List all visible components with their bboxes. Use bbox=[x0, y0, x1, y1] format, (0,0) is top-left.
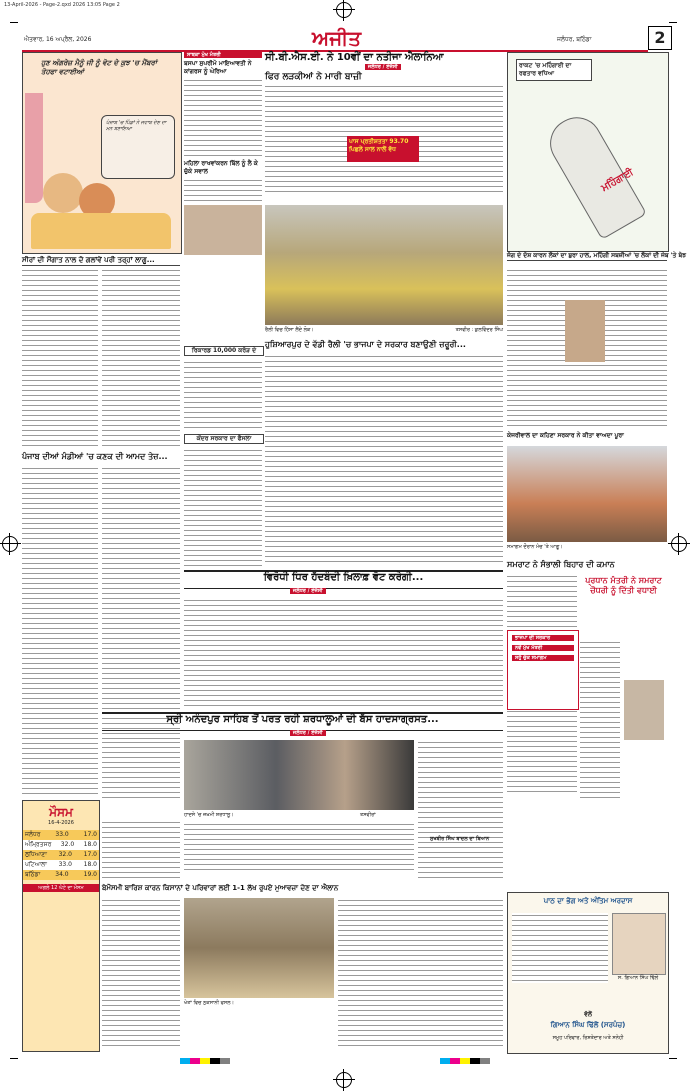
lead-subheadline: ਫਿਰ ਲੜਕੀਆਂ ਨੇ ਮਾਰੀ ਬਾਜ਼ੀ bbox=[265, 72, 362, 82]
hsp-headline: ਹੁਸ਼ਿਆਰਪੁਰ ਦੇ ਵੱਡੀ ਰੈਲੀ 'ਚ ਭਾਜਪਾ ਦੇ ਸਰਕਾਰ ਬਣਾਉਣੀ ਜ਼ਰੂਰੀ... bbox=[265, 340, 466, 349]
right-headline: ਸਮਰਾਟ ਨੇ ਸੰਭਾਲੀ ਬਿਹਾਰ ਦੀ ਕਮਾਨ bbox=[507, 560, 615, 569]
banner-accident bbox=[102, 712, 503, 731]
cartoon-right-caption: ਜੰਗ ਦੇ ਦੋਸ਼ ਕਾਰਨ ਲੋਕਾਂ ਦਾ ਬੁਰਾ ਹਾਲ, ਮਹਿੰਗੀ ਸਬਜ਼ੀਆਂ 'ਚ ਲੋਕਾਂ ਦੀ ਜੇਬ 'ਤੇ ਬੋਝ bbox=[507, 252, 687, 259]
header-date: ਐਤਵਾਰ, 16 ਅਪ੍ਰੈਲ, 2026 bbox=[24, 36, 92, 43]
weather-city: ਅੰਮ੍ਰਿਤਸਰ bbox=[25, 841, 52, 848]
col2-box-2: ਕੇਂਦਰ ਸਰਕਾਰ ਦਾ ਫੈਸਲਾ bbox=[184, 434, 264, 444]
masthead: ਅਜੀਤ bbox=[312, 26, 362, 50]
pm-box-3: ਸਹੁੰ ਚੁੱਕ ਸਮਾਗਮ bbox=[512, 655, 574, 661]
cartoon-tv bbox=[101, 115, 175, 179]
cartoon-speech: ਹੁਣ ਅੰਗਰੇਜ਼ ਮੈਨੂੰ ਜੀ ਨੂੰ ਵੋਟ ਦੇ ਕੁਝ 'ਚ ਮੈਂਬਰਾਂ ਤੋਹਫਾ ਵਟਾਈਆਂ bbox=[41, 59, 157, 76]
col1-body-2 bbox=[22, 466, 98, 796]
header-edition: ਜਲੰਧਰ, ਬਠਿੰਡਾ bbox=[557, 36, 592, 43]
obituary-signature: ਗਿਆਨ ਸਿੰਘ ਢਿੱਲੋਂ (ਸਰਪੰਚ) bbox=[550, 1021, 626, 1029]
weather-row bbox=[23, 840, 99, 850]
weather-min: 18.0 bbox=[83, 861, 97, 868]
col2-body-3 bbox=[184, 448, 262, 568]
leaders-photo bbox=[184, 205, 262, 255]
photo-caption: ਰੈਲੀ ਵਿਚ ਹਿੱਸਾ ਲੈਂਦੇ ਲੋਕ। bbox=[265, 327, 314, 333]
weather-min: 17.0 bbox=[83, 851, 97, 858]
color-bar bbox=[440, 1058, 490, 1066]
pm-box-2: ਨਵੇਂ ਮੁੱਖ ਮੰਤਰੀ bbox=[512, 645, 574, 651]
accident-photo bbox=[184, 740, 414, 810]
banner-accident-headline: ਸ੍ਰੀ ਅਨੰਦਪੁਰ ਸਾਹਿਬ ਤੋਂ ਪਰਤ ਰਹੀ ਸ਼ਰਧਾਲੂਆਂ ਦੀ ਬੱਸ ਹਾਦਸਾਗ੍ਰਸਤ... bbox=[166, 714, 439, 725]
col1b-body bbox=[102, 268, 180, 448]
crop-mark bbox=[10, 22, 18, 23]
farm-photo bbox=[184, 898, 334, 998]
pm-photo bbox=[624, 680, 664, 740]
weather-max: 32.0 bbox=[58, 851, 72, 858]
weather-city: ਜਲੰਧਰ bbox=[25, 831, 41, 838]
obituary-from: ਵੱਲੋਂ bbox=[584, 1011, 592, 1018]
banner1-body bbox=[184, 598, 503, 708]
obituary-box bbox=[507, 892, 669, 1054]
banner-headline: ਵਿਰੋਧੀ ਧਿਰ ਹੱਦਬੰਦੀ ਖ਼ਿਲਾਫ਼ ਵੋਟ ਕਰੇਗੀ... bbox=[263, 572, 424, 583]
bottom-headline: ਬੇਮੌਸਮੀ ਬਾਰਿਸ਼ ਕਾਰਨ ਕਿਸਾਨਾਂ ਦੇ ਪਰਿਵਾਰਾਂ ਲਈ 1-1 ਲੱਖ ਰੁਪਏ ਮੁਆਵਜ਼ਾ ਦੇਣ ਦਾ ਐਲਾਨ bbox=[102, 884, 339, 892]
rally-photo-caption bbox=[265, 327, 503, 333]
story-body bbox=[184, 178, 262, 208]
banner-opposition bbox=[184, 570, 503, 589]
accident-caption-1: ਹਾਦਸੇ 'ਚ ਜ਼ਖ਼ਮੀ ਸ਼ਰਧਾਲੂ। bbox=[184, 812, 234, 818]
pm-red-box bbox=[507, 630, 579, 710]
cartoon-sofa bbox=[31, 213, 171, 249]
accident-caption-2: ਤਸਵੀਰਾਂ bbox=[360, 812, 376, 818]
obituary-photo bbox=[612, 913, 666, 975]
story-body bbox=[184, 78, 262, 158]
page-header bbox=[22, 26, 666, 52]
cartoon-figure-man bbox=[43, 173, 83, 213]
banner-dateline: ਜਲੰਧਰ / ਏਜੰਸੀ bbox=[290, 588, 326, 594]
print-slug: 13-April-2026 - Page-2.qxd 2026 13:05 Page 2 bbox=[4, 2, 120, 8]
cartoon-tv-text: ਪੰਜਾਬ 'ਚ ਪਿੰਡਾਂ ਨੇ ਜਵਾਬ ਦੇਣ ਦਾ ਮਨ ਬਣਾਇਆ bbox=[106, 120, 167, 132]
weather-row bbox=[23, 830, 99, 840]
page-number: 2 bbox=[648, 26, 672, 50]
weather-max: 33.0 bbox=[58, 861, 72, 868]
weather-min: 19.0 bbox=[83, 871, 97, 878]
pm-box-1: ਭਾਜਪਾ ਦੀ ਸਰਕਾਰ bbox=[512, 635, 574, 641]
registration-mark-top bbox=[336, 2, 352, 18]
weather-max: 34.0 bbox=[55, 871, 69, 878]
obituary-body bbox=[512, 913, 608, 983]
rocket-text: ਮਹਿੰਗਾਈ bbox=[599, 166, 636, 195]
stage-caption: ਸਮਾਗਮ ਦੌਰਾਨ ਮੰਚ 'ਤੇ ਆਗੂ। bbox=[507, 544, 563, 550]
weather-title: ਮੌਸਮ bbox=[49, 805, 73, 819]
weather-row bbox=[23, 850, 99, 860]
bottom-body-right bbox=[338, 898, 503, 1048]
crop-mark bbox=[669, 22, 677, 23]
registration-mark-bottom bbox=[336, 1072, 352, 1088]
story-subheadline: ਮਹਿਲਾ ਰਾਖਵਾਂਕਰਨ ਬਿੱਲ ਨੂੰ ਲੈ ਕੇ ਚੁੱਕੇ ਸਵਾਲ bbox=[184, 160, 258, 175]
weather-city: ਪਟਿਆਲਾ bbox=[25, 861, 47, 868]
banner2-dateline: ਜਲੰਧਰ / ਏਜੰਸੀ bbox=[290, 730, 326, 736]
weather-rows bbox=[23, 830, 99, 880]
story-tag: ਸਾਬਕਾ ਮੁੱਖ ਮੰਤਰੀ bbox=[184, 52, 262, 58]
col1-body bbox=[22, 268, 98, 448]
pm-headline: ਪ੍ਰਧਾਨ ਮੰਤਰੀ ਨੇ ਸਮਰਾਟ ਚੌਧਰੀ ਨੂੰ ਦਿੱਤੀ ਵਧਾਈ bbox=[585, 576, 662, 595]
accident-body-2 bbox=[184, 822, 414, 874]
weather-city: ਬਠਿੰਡਾ bbox=[25, 871, 41, 878]
cartoon-right bbox=[507, 52, 669, 252]
registration-mark-left bbox=[2, 536, 18, 552]
weather-min: 17.0 bbox=[83, 831, 97, 838]
obituary-photo-label: ਸ. ਗਿਆਨ ਸਿੰਘ ਢਿੱਲੋਂ bbox=[617, 975, 659, 981]
col1b-body-3 bbox=[102, 820, 180, 880]
weather-max: 33.0 bbox=[55, 831, 69, 838]
cartoon-left-caption: ਸੀਰਾਂ ਦੀ ਸੌਗਾਤ ਨਾਲ ਦੋ ਗਲਾਂਵੇਂ ਪਰੀ ਤਰ੍ਹਾਂ ਲਾਗੂ... bbox=[22, 256, 180, 266]
weather-box bbox=[22, 800, 100, 1052]
weather-min: 18.0 bbox=[83, 841, 97, 848]
obituary-footer: ਸਮੂਹ ਪਰਿਵਾਰ, ਰਿਸ਼ਤੇਦਾਰ ਅਤੇ ਸਨੇਹੀ bbox=[552, 1035, 624, 1041]
lead-dateline: ਜਲੰਧਰ / ਏਜੰਸੀ bbox=[365, 64, 401, 70]
kejriwal-headline: ਕੇਜਰੀਵਾਲ ਦਾ ਕਹਿਣਾ ਸਰਕਾਰ ਨੇ ਕੀਤਾ ਵਾਅਦਾ ਪੂਰਾ bbox=[507, 432, 624, 439]
weather-max: 32.0 bbox=[60, 841, 75, 848]
accident-body-3 bbox=[418, 740, 503, 880]
photo-credit: ਤਸਵੀਰ : ਕੁਲਵਿੰਦਰ ਸਿੰਘ bbox=[455, 327, 503, 333]
hsp-body bbox=[265, 354, 503, 566]
bottom-body-left bbox=[102, 898, 180, 1048]
obituary-title: ਪਾਠ ਦਾ ਭੋਗ ਅਤੇ ਅੰਤਿਮ ਅਰਦਾਸ bbox=[543, 897, 633, 905]
rally-photo bbox=[265, 205, 503, 325]
weather-date: 16-4-2026 bbox=[48, 820, 74, 826]
weather-footer: ਅਗਲੇ 12 ਘੰਟੇ ਦਾ ਮੌਸਮ bbox=[23, 884, 99, 892]
lead-story bbox=[265, 52, 503, 194]
cartoon-right-label: ਰਾਕਟ 'ਚ ਮਹਿੰਗਾਈ ਦਾ ਰਫਤਾਰ ਵਧਿਆ bbox=[516, 59, 592, 81]
lead-headline: ਸੀ.ਬੀ.ਐਸ.ਈ. ਨੇ 10ਵੀਂ ਦਾ ਨਤੀਜਾ ਐਲਾਨਿਆ bbox=[265, 52, 444, 63]
weather-row bbox=[23, 860, 99, 870]
kejriwal-photo bbox=[565, 300, 605, 362]
cartoon-left bbox=[22, 52, 182, 254]
weather-row bbox=[23, 870, 99, 880]
lead-infobox: ਪਾਸ ਪ੍ਰਤੀਸ਼ਤਤਾ 93.70 ਪਿਛਲੇ ਸਾਲ ਨਾਲੋਂ ਵੱਧ bbox=[347, 136, 419, 162]
stage-photo bbox=[507, 446, 667, 542]
color-bar bbox=[180, 1058, 230, 1066]
registration-mark-right bbox=[671, 536, 687, 552]
col2-box-1: ਰਿਕਾਰਡ 10,000 ਕਰੋੜ ਦੇ bbox=[184, 346, 264, 356]
weather-city: ਲੁਧਿਆਣਾ bbox=[25, 851, 47, 858]
pm-body-right bbox=[580, 640, 620, 800]
crop-mark bbox=[669, 1058, 677, 1059]
col2-body-2 bbox=[184, 360, 262, 430]
col1-headline: ਪੰਜਾਬ ਦੀਆਂ ਮੰਡੀਆਂ 'ਚ ਕਣਕ ਦੀ ਆਮਦ ਤੇਜ਼... bbox=[22, 452, 168, 461]
accident-body bbox=[102, 740, 180, 800]
farm-caption: ਖੇਤਾਂ ਵਿਚ ਨੁਕਸਾਨੀ ਫਸਲ। bbox=[184, 1000, 234, 1006]
cartoon-curtain bbox=[25, 93, 43, 203]
mid-note: ਸੁਖਬੀਰ ਸਿੰਘ ਬਾਦਲ ਦਾ ਬਿਆਨ bbox=[430, 836, 490, 842]
story-headline: ਬਸਪਾ ਸੁਪਰੀਮੋ ਮਾਇਆਵਤੀ ਨੇ ਕਾਂਗਰਸ ਨੂੰ ਘੇਰਿਆ bbox=[184, 60, 252, 75]
crop-mark bbox=[10, 1058, 18, 1059]
